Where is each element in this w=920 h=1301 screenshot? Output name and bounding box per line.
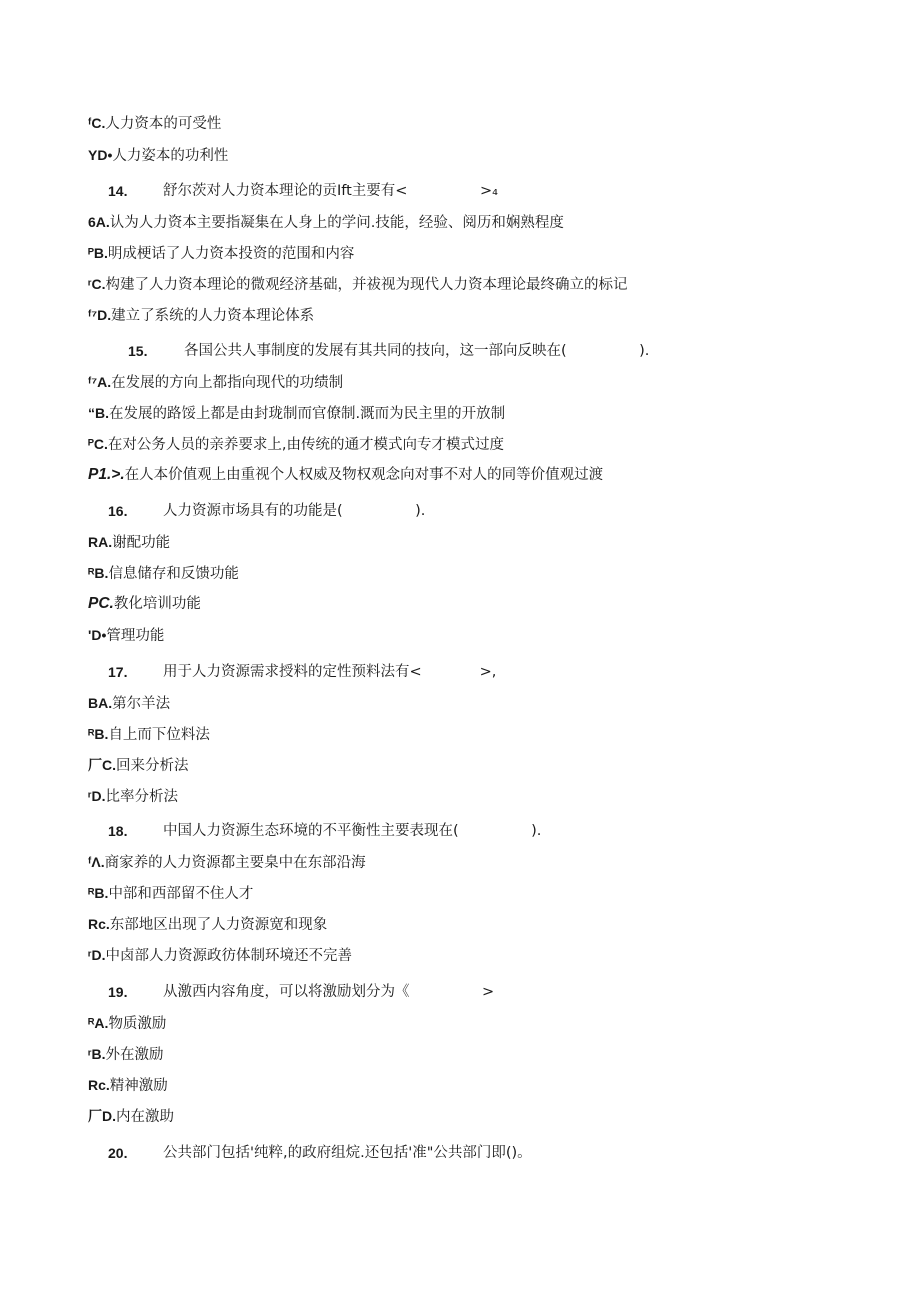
option-marker: P1.>. [88, 466, 125, 483]
option-marker: ᴿB. [88, 726, 109, 742]
option-text: 构建了人力资本理论的微观经济基础，并祓视为现代人力资本理论最终确立的标记 [105, 277, 628, 293]
option-text: 第尔羊法 [112, 696, 171, 712]
option-row [88, 755, 189, 776]
option-row [88, 693, 170, 714]
option-marker: ᶠ⁷A. [88, 374, 112, 390]
question-stem: 各国公共人事制度的发展有其共同的技向，这一部向反映在( ). [184, 343, 650, 359]
option-text: 建立了系统的人力资本理论体系 [111, 308, 315, 324]
question-stem: 中国人力资源生态环境的不平衡性主要表现在( ). [163, 823, 542, 839]
option-row [88, 113, 221, 134]
option-text: 在发展的方向上都指向现代的功绩制 [111, 375, 344, 391]
option-marker: BA. [88, 695, 113, 711]
option-marker: YD• [88, 147, 113, 163]
option-text: 自上而下位料法 [108, 727, 210, 743]
option-row [88, 724, 210, 745]
option-row [88, 883, 253, 904]
option-row [88, 1044, 164, 1065]
option-marker: ʳB. [88, 1046, 106, 1062]
option-text: 谢配功能 [112, 535, 171, 551]
option-text: 回来分析法 [116, 758, 189, 774]
option-text: 在发展的路馁上都是由封珑制而官僚制.溉而为民主里的开放制 [109, 406, 506, 422]
question-number: 15. [128, 343, 148, 359]
option-row [88, 434, 504, 455]
question-number: 16. [108, 503, 128, 519]
option-text: 在人本价值观上由重视个人权威及物权观念向对事不对人的同等价值观过渡 [124, 467, 604, 483]
option-row [88, 305, 314, 326]
option-row [88, 145, 228, 166]
option-row [88, 372, 343, 393]
option-text: 比率分析法 [105, 789, 179, 805]
option-marker: “B. [88, 405, 109, 421]
option-row [88, 243, 354, 264]
question-stem: 舒尔茨对人力资本理论的贡Ift主要有< >₄ [163, 183, 498, 199]
option-marker: 6A. [88, 214, 110, 230]
option-row [88, 1106, 174, 1127]
option-row [88, 914, 327, 935]
question-stem: 人力资源市场具有的功能是( ). [163, 503, 426, 519]
question-number: 20. [108, 1145, 128, 1161]
option-marker: 'D• [88, 627, 107, 643]
option-row [88, 1013, 166, 1034]
option-text: 人力姿本的功利性 [112, 148, 229, 164]
option-marker: ᴿB. [88, 885, 109, 901]
option-text: 明成梗话了人力资本投资的范围和内容 [107, 246, 355, 262]
option-row [88, 403, 505, 424]
question-number: 14. [108, 183, 128, 199]
question-number: 17. [108, 664, 128, 680]
option-marker: 厂C. [88, 757, 116, 773]
option-marker: Rc. [88, 916, 110, 932]
option-text: 人力资本的可受性 [105, 116, 222, 132]
option-text: 东部地区出现了人力资源宽和现象 [109, 917, 328, 933]
option-text: 内在激助 [116, 1109, 174, 1125]
option-row [88, 945, 352, 966]
option-text: 精神激励 [109, 1078, 168, 1094]
option-row [88, 1075, 168, 1096]
option-marker: 厂D. [88, 1108, 116, 1124]
option-marker: PC. [88, 595, 114, 612]
option-text: 教化培训功能 [113, 596, 201, 612]
option-text: 中部和西部留不住人才 [108, 886, 254, 902]
question-stem: 用于人力资源需求授料的定性预料法有< >, [163, 664, 497, 680]
option-marker: ᴾC. [88, 436, 108, 452]
option-row [88, 625, 164, 646]
option-row [88, 532, 170, 553]
option-marker: ʳD. [88, 947, 106, 963]
option-marker: ʳC. [88, 276, 106, 292]
option-marker: ᴾB. [88, 245, 108, 261]
option-marker: ᶠ⁷D. [88, 307, 112, 323]
option-text: 管理功能 [106, 628, 165, 644]
option-row [88, 852, 366, 873]
question-number: 18. [108, 823, 128, 839]
option-text: 物质激励 [108, 1016, 167, 1032]
question-stem: 从激西内容角度，可以将激励划分为《 > [163, 984, 495, 1000]
option-marker: ᴿA. [88, 1015, 109, 1031]
option-row [88, 274, 628, 295]
option-marker: ᶠΛ. [88, 854, 105, 870]
option-marker: RA. [88, 534, 113, 550]
option-row [88, 786, 178, 807]
option-text: 中卤部人力资源政彷体制环境还不完善 [105, 948, 353, 964]
option-text: 认为人力资本主要指凝集在人身上的学问.技能，经验、阅历和娴熟程度 [109, 215, 564, 231]
option-marker: Rc. [88, 1077, 110, 1093]
question-number: 19. [108, 984, 128, 1000]
option-row [88, 594, 201, 614]
question-stem: 公共部门包括'纯粹,的政府组烷.还包括'准"公共部门即()。 [163, 1145, 532, 1161]
option-text: 在对公务人员的亲养要求上,由传统的通才模式向专才模式过度 [107, 437, 504, 453]
option-text: 信息储存和反馈功能 [108, 566, 239, 582]
option-text: 外在激励 [105, 1047, 164, 1063]
option-row [88, 212, 564, 233]
option-text: 商家养的人力资源都主要臬中在东部沿海 [104, 855, 366, 871]
option-row [88, 465, 603, 485]
option-marker: ᴿB. [88, 565, 109, 581]
option-marker: ᶠC. [88, 115, 106, 131]
option-marker: ʳD. [88, 788, 106, 804]
option-row [88, 563, 239, 584]
